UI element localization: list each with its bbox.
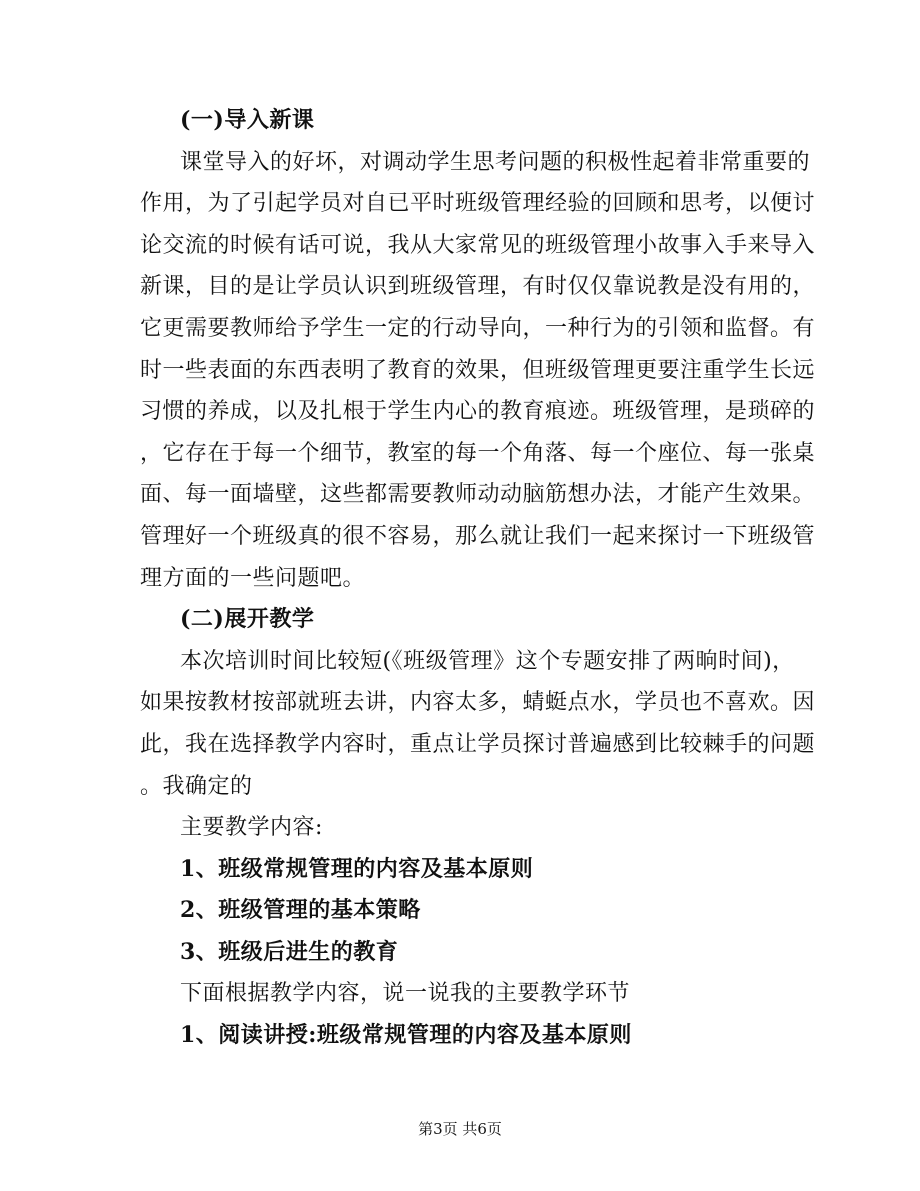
text-line: 习惯的养成，以及扎根于学生内心的教育痕迹。班级管理，是琐碎的 bbox=[140, 399, 816, 425]
text-line: 时一些表面的东西表明了教育的效果，但班级管理更要注重学生长远 bbox=[140, 357, 816, 383]
text-line: 课堂导入的好坏，对调动学生思考问题的积极性起着非常重要的 bbox=[180, 149, 811, 175]
text-line: 论交流的时候有话可说，我从大家常见的班级管理小故事入手来导入 bbox=[140, 232, 816, 258]
text-line: 主要教学内容: bbox=[180, 815, 323, 841]
text-line: 管理好一个班级真的很不容易，那么就让我们一起来探讨一下班级管 bbox=[140, 523, 816, 549]
document-body bbox=[140, 100, 816, 1057]
text-line: 。我确定的 bbox=[140, 773, 253, 799]
section-heading: (二)展开教学 bbox=[180, 606, 315, 633]
section-heading: 1、班级常规管理的内容及基本原则 bbox=[180, 855, 534, 882]
section-heading: 1、阅读讲授:班级常规管理的内容及基本原则 bbox=[180, 1022, 632, 1049]
text-line: 下面根据教学内容，说一说我的主要教学环节 bbox=[180, 981, 631, 1007]
text-line: 作用，为了引起学员对自已平时班级管理经验的回顾和思考，以便讨 bbox=[140, 191, 816, 217]
text-line: 面、每一面墙壁，这些都需要教师动动脑筋想办法，才能产生效果。 bbox=[140, 482, 816, 508]
text-line: 如果按教材按部就班去讲，内容太多，蜻蜓点水，学员也不喜欢。因 bbox=[140, 690, 816, 716]
text-line: 理方面的一些问题吧。 bbox=[140, 565, 366, 591]
section-heading: 3、班级后进生的教育 bbox=[180, 938, 399, 965]
text-line: ，它存在于每一个细节，教室的每一个角落、每一个座位、每一张桌 bbox=[140, 440, 816, 466]
section-heading: (一)导入新课 bbox=[180, 107, 315, 133]
text-line: 此，我在选择教学内容时，重点让学员探讨普遍感到比较棘手的问题 bbox=[140, 731, 816, 757]
text-line: 新课，目的是让学员认识到班级管理，有时仅仅靠说教是没有用的， bbox=[140, 274, 816, 300]
text-line: 它更需要教师给予学生一定的行动导向，一种行为的引领和监督。有 bbox=[140, 315, 816, 341]
page-footer: 第3页 共6页 bbox=[418, 1120, 502, 1138]
text-line: 本次培训时间比较短(《班级管理》这个专题安排了两晌时间)， bbox=[180, 648, 795, 674]
section-heading: 2、班级管理的基本策略 bbox=[180, 897, 421, 924]
